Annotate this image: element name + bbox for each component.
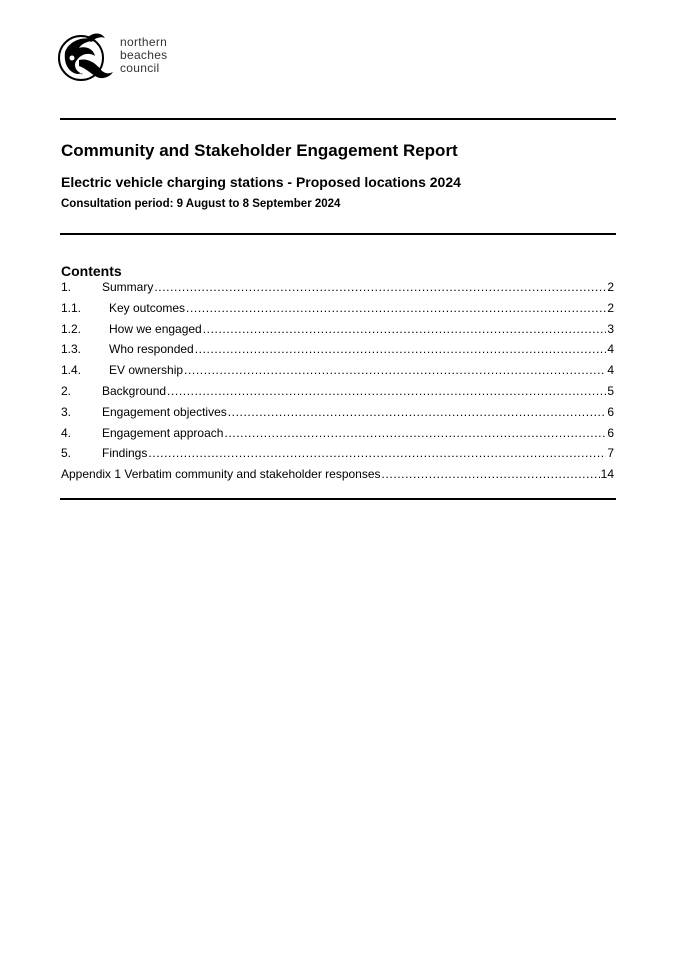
toc-entry[interactable] [61, 405, 614, 426]
toc-dot-leader [148, 446, 606, 460]
toc-entry-page: 2 [607, 300, 614, 315]
toc-entry-page: 4 [607, 363, 614, 378]
report-title: Community and Stakeholder Engagement Report [61, 141, 458, 160]
toc-entry-page: 3 [607, 321, 614, 336]
toc-entry-label: Engagement objectives [102, 404, 227, 419]
toc-entry-label: Background [102, 383, 167, 398]
toc-entry-number: 4. [61, 425, 72, 440]
toc-entry[interactable] [61, 301, 614, 322]
consultation-period: Consultation period: 9 August to 8 September 2024 [61, 198, 341, 210]
toc-entry-label: Appendix 1 Verbatim community and stakeholder responses [61, 467, 381, 482]
toc-entry-label: Who responded [109, 342, 194, 357]
toc-entry-number: 3. [61, 404, 72, 419]
toc-entry[interactable] [61, 363, 614, 384]
toc-entry[interactable] [61, 467, 614, 488]
toc-entry-label: Key outcomes [109, 300, 186, 315]
logo-text-line-3: council [120, 61, 160, 75]
header-divider [60, 118, 616, 120]
toc-entry-page: 5 [607, 383, 614, 398]
title-divider [60, 233, 616, 235]
northern-beaches-council-logo-icon [57, 30, 113, 86]
toc-entry-page: 6 [607, 425, 614, 440]
logo-text-line-1: northern [120, 35, 168, 49]
toc-entry-number: 1.2. [61, 321, 82, 336]
toc-dot-leader [224, 426, 606, 440]
toc-entry[interactable] [61, 426, 614, 447]
toc-entry[interactable] [61, 322, 614, 343]
toc-entry-label: Findings [102, 446, 148, 461]
toc-entry[interactable] [61, 384, 614, 405]
toc-entry-number: 1.3. [61, 342, 82, 357]
toc-dot-leader [154, 280, 606, 294]
toc-entry[interactable] [61, 446, 614, 467]
toc-entry-number: 1.1. [61, 300, 82, 315]
toc-entry-page: 4 [607, 342, 614, 357]
logo-text-line-2: beaches [120, 48, 168, 62]
toc-entry-page: 14 [600, 467, 614, 482]
toc-entry[interactable] [61, 280, 614, 301]
contents-heading: Contents [61, 263, 122, 279]
toc-entry-number: 1.4. [61, 363, 82, 378]
toc-entry-label: Summary [102, 280, 154, 294]
report-subtitle: Electric vehicle charging stations - Proposed locations 2024 [61, 174, 461, 190]
toc-entry[interactable] [61, 342, 614, 363]
toc-dot-leader [382, 467, 600, 481]
toc-entry-page: 6 [607, 404, 614, 419]
contents-divider [60, 498, 616, 500]
toc-entry-number: 5. [61, 446, 72, 461]
logo-text [120, 36, 167, 75]
toc-dot-leader [186, 301, 606, 315]
council-logo [57, 30, 187, 86]
toc-entry-label: Engagement approach [102, 425, 224, 440]
toc-entry-page: 7 [607, 446, 614, 461]
toc-dot-leader [203, 322, 607, 336]
toc-entry-number: 2. [61, 383, 72, 398]
toc-dot-leader [184, 363, 606, 377]
toc-dot-leader [195, 342, 607, 356]
toc-entry-label: EV ownership [109, 363, 184, 378]
toc-dot-leader [167, 384, 606, 398]
toc-entry-number: 1. [61, 280, 72, 294]
toc-dot-leader [228, 405, 607, 419]
toc-entry-label: How we engaged [109, 321, 202, 336]
table-of-contents [61, 280, 614, 488]
toc-entry-page: 2 [607, 280, 614, 294]
